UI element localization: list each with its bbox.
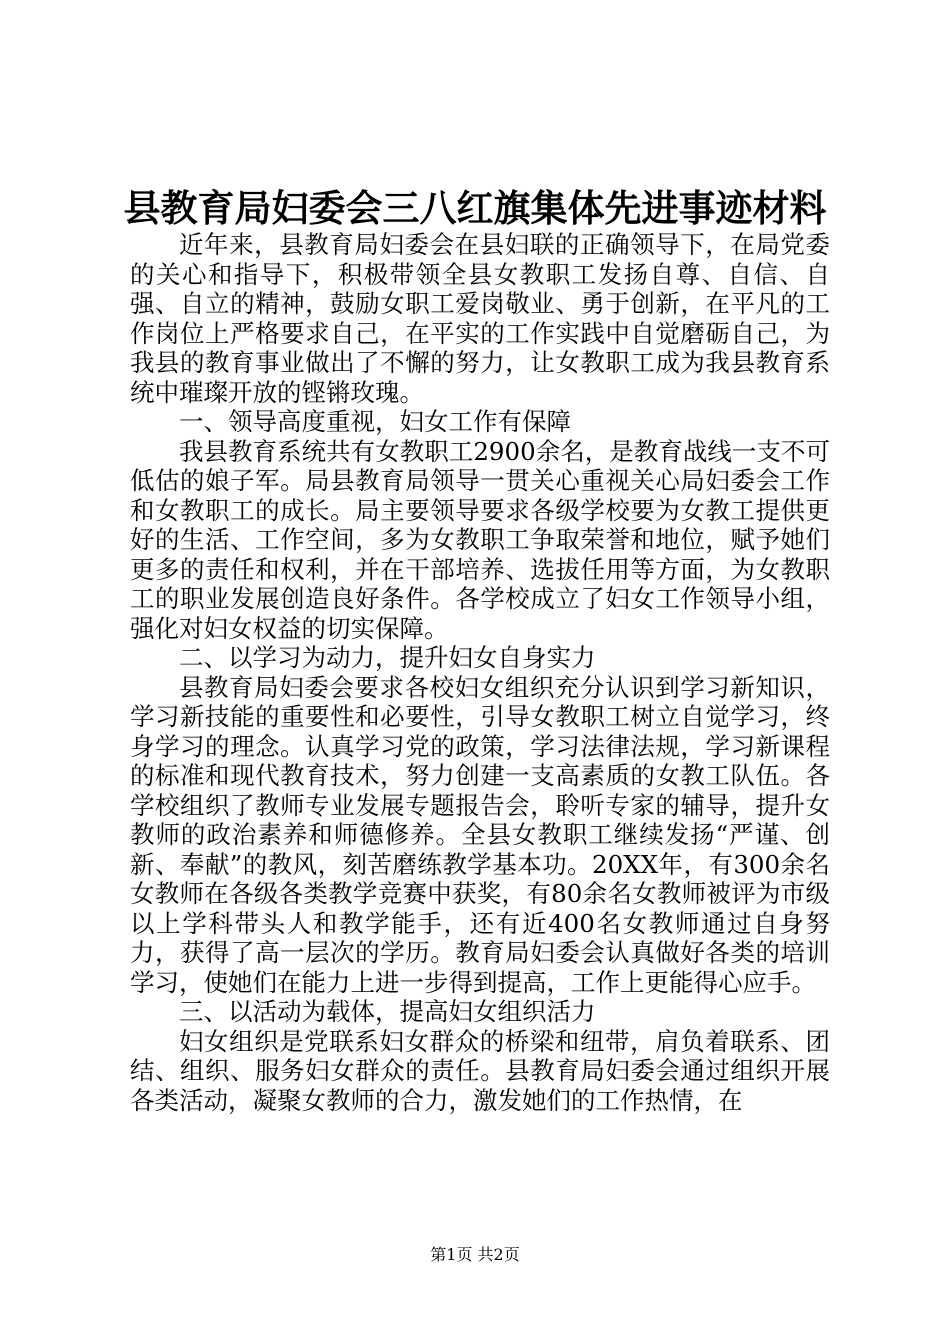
paragraph-section-3: 妇女组织是党联系妇女群众的桥梁和纽带，肩负着联系、团结、组织、服务妇女群众的责任。县教育局妇委会通过组织开展各类活动，凝聚女教师的合力，激发她们的工作热情，在 [130, 1026, 830, 1115]
section-heading-3: 三、以活动为载体，提高妇女组织活力 [179, 997, 596, 1026]
paragraph-section-1: 我县教育系统共有女教职工2900余名，是教育战线一支不可低估的娘子军。局县教育局领导一贯关心重视关心局妇委会工作和女教职工的成长。局主要领导要求各级学校要为女教工提供更好的生活、工作空间，多为女教职工争取荣誉和地位，赋予她们更多的责任和权利，并在干部培养、选拔任用等方面，为女教职工的职业发展创造良好条件。各学校成立了妇女工作领导小组，强化对妇女权益的切实保障。 [130, 436, 830, 643]
paragraph-section-2: 县教育局妇委会要求各校妇女组织充分认识到学习新知识，学习新技能的重要性和必要性，引导女教职工树立自觉学习，终身学习的理念。认真学习党的政策，学习法律法规，学习新课程的标准和现代教育技术，努力创建一支高素质的女教工队伍。各学校组织了教师专业发展专题报告会，聆听专家的辅导，提升女教师的政治素养和师德修养。全县女教职工继续发扬“严谨、创新、奉献”的教风，刻苦磨练教学基本功。20XX年，有300余名女教师在各级各类教学竞赛中获奖，有80余名女教师被评为市级以上学科带头人和教学能手，还有近400名女教师通过自身努力，获得了高一层次的学历。教育局妇委会认真做好各类的培训学习，使她们在能力上进一步得到提高，工作上更能得心应手。 [130, 672, 830, 997]
document-body [130, 230, 830, 1115]
document-title: 县教育局妇委会三八红旗集体先进事迹材料 [123, 186, 827, 230]
page-number-footer: 第1页 共2页 [430, 1245, 520, 1264]
section-heading-1: 一、领导高度重视，妇女工作有保障 [179, 407, 571, 436]
section-heading-2: 二、以学习为动力，提升妇女自身实力 [179, 643, 596, 672]
paragraph-intro: 近年来，县教育局妇委会在县妇联的正确领导下，在局党委的关心和指导下，积极带领全县女教职工发扬自尊、自信、自强、自立的精神，鼓励女职工爱岗敬业、勇于创新，在平凡的工作岗位上严格要求自己，在平实的工作实践中自觉磨砺自己，为我县的教育事业做出了不懈的努力，让女教职工成为我县教育系统中璀璨开放的铿锵玫瑰。 [130, 230, 830, 407]
